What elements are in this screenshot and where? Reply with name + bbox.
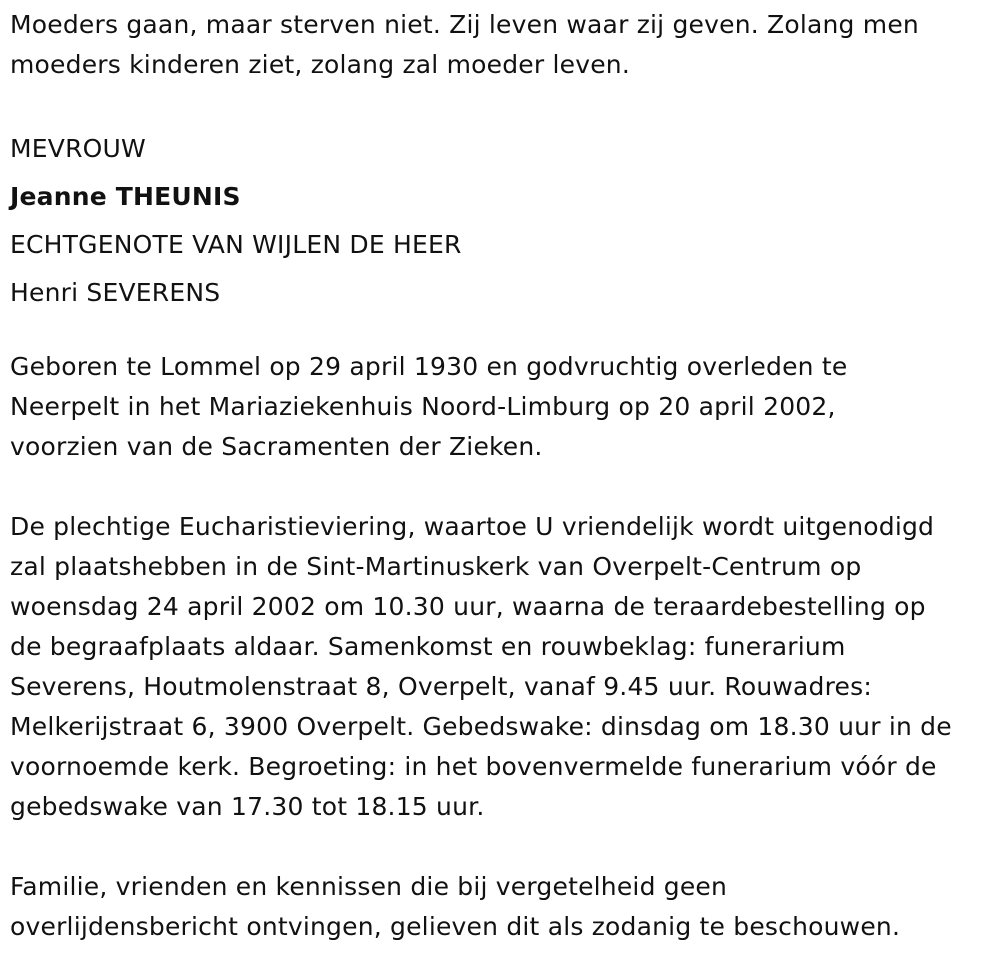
closing-paragraph: Familie, vrienden en kennissen die bij vergetelheid geen overlijdensbericht ontvingen, gelieven dit als zodanig te beschouwen. xyxy=(10,872,901,941)
spouse-name: Henri SEVERENS xyxy=(10,278,221,307)
spacer xyxy=(10,827,990,867)
birth-death-paragraph: Geboren te Lommel op 29 april 1930 en godvruchtig overleden te Neerpelt in het Mariaziekenhuis Noord-Limburg op 20 april 2002, voorzien van de Sacramenten der Zieken. xyxy=(10,352,848,461)
spacer xyxy=(10,317,990,347)
spacer xyxy=(10,467,990,507)
spouse-prefix: ECHTGENOTE VAN WIJLEN DE HEER xyxy=(10,230,462,259)
deceased-name: Jeanne THEUNIS xyxy=(10,182,241,211)
service-paragraph: De plechtige Eucharistieviering, waartoe U vriendelijk wordt uitgenodigd zal plaatshebben in de Sint-Martinuskerk van Overpelt-Centrum op woensdag 24 april 2002 om 10.30 uur, waarna de teraardebestelling op de begraafplaats aldaar. Samenkomst en rouwbeklag: funerarium Severens, Houtmolenstraat 8, Overpelt, vanaf 9.45 uur. Rouwadres: Melkerijstraat 6, 3900 Overpelt. Gebedswake: dinsdag om 18.30 uur in de voornoemde kerk. Begroeting: in het bovenvermelde funerarium vóór de gebedswake van 17.30 tot 18.15 uur. xyxy=(10,512,952,821)
memorial-verse: Moeders gaan, maar sterven niet. Zij leven waar zij geven. Zolang men moeders kinderen ziet, zolang zal moeder leven. xyxy=(10,10,919,79)
spacer xyxy=(10,85,990,125)
title-prefix: MEVROUW xyxy=(10,134,146,163)
